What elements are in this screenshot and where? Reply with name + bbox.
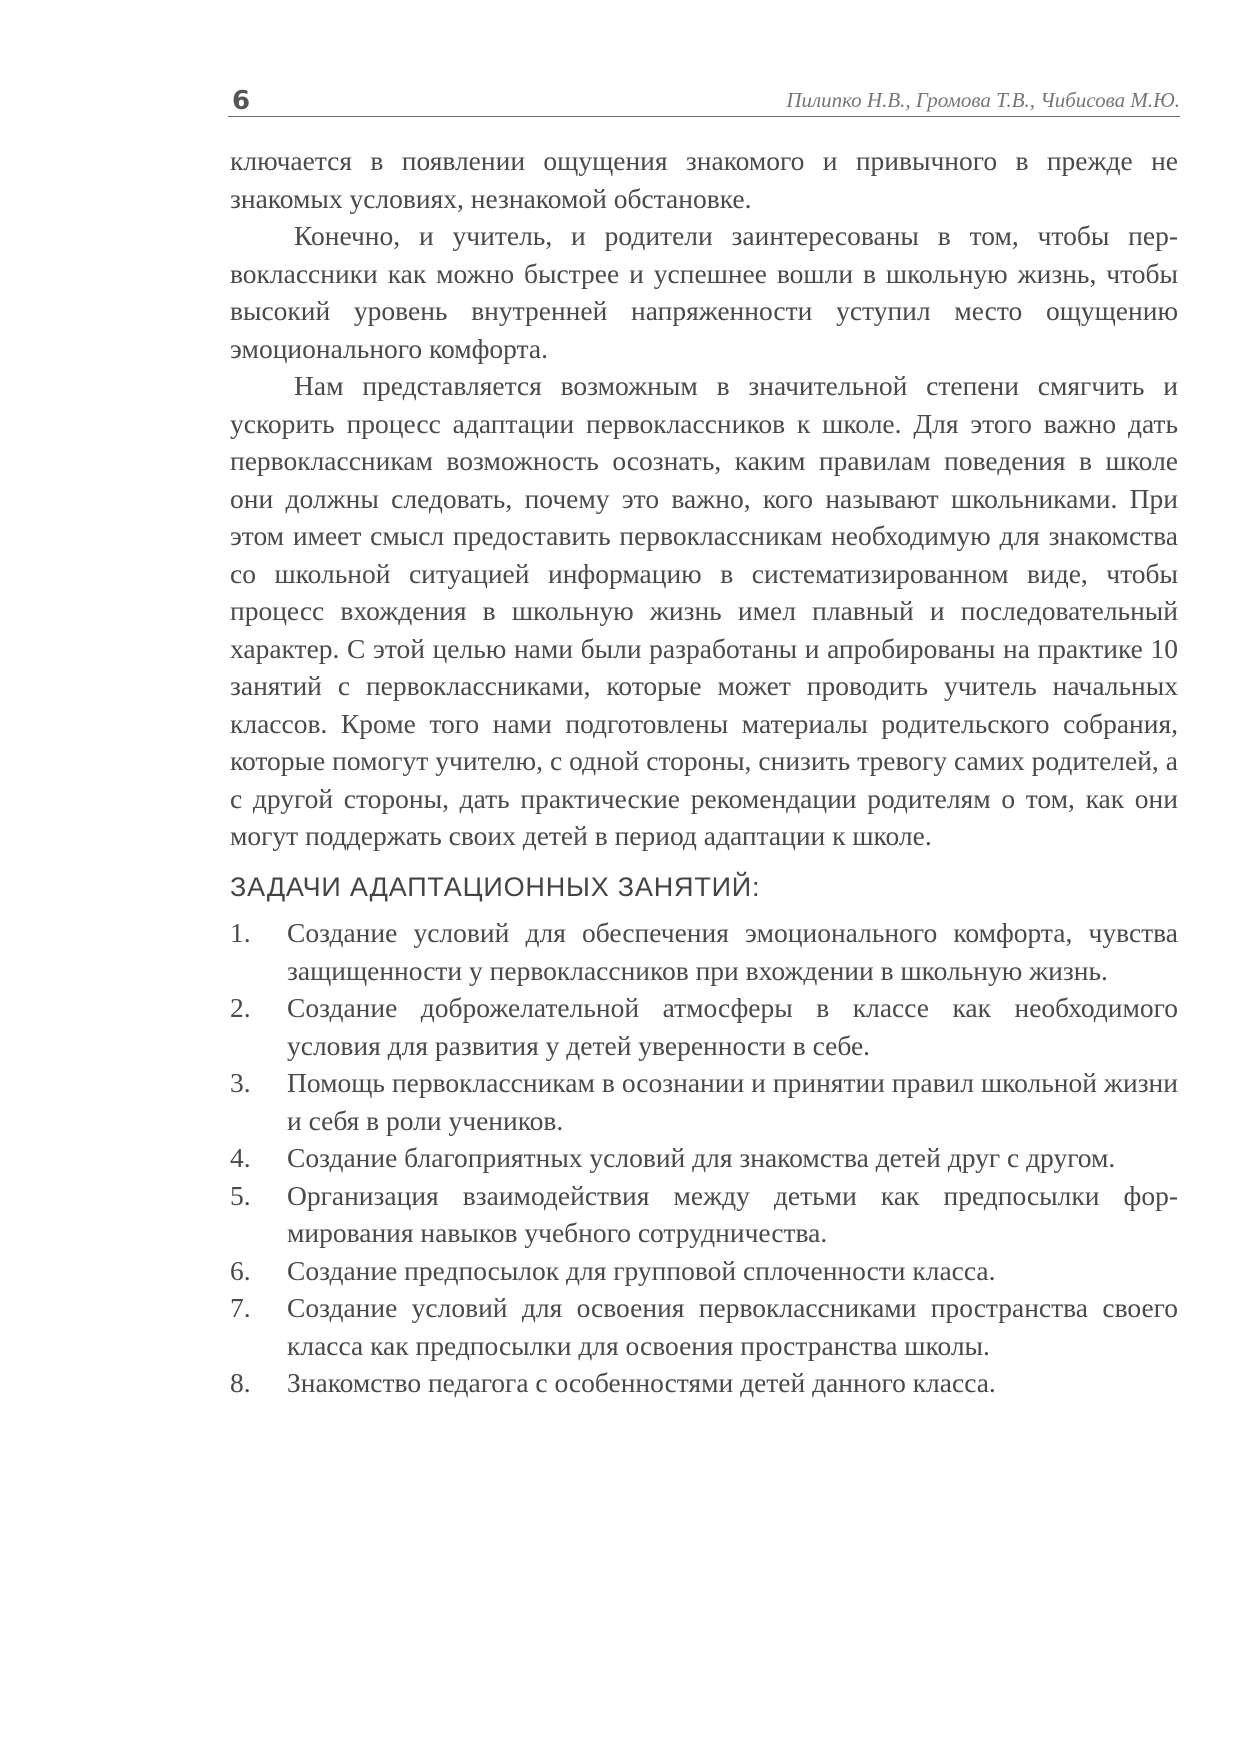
running-head-authors: Пилипко Н.В., Громова Т.В., Чибисова М.Ю. — [786, 88, 1180, 112]
list-item — [230, 1289, 1178, 1364]
list-item-text: Создание благоприятных условий для знакомства детей друг с другом. — [287, 1142, 1116, 1173]
list-item — [230, 1364, 1178, 1402]
list-item-text: Знакомство педагога с особенностями детей данного класса. — [287, 1367, 996, 1398]
list-item-text: Создание условий для освоения первоклассниками пространства своего класса как предпосылки для освоения пространства школы. — [287, 1292, 1178, 1361]
section-heading: ЗАДАЧИ АДАПТАЦИОННЫХ ЗАНЯТИЙ: — [230, 871, 761, 902]
list-item-number: 2. — [230, 992, 251, 1023]
list-item-text: Создание предпосылок для групповой сплоченности класса. — [287, 1254, 996, 1286]
page-number: 6 — [232, 86, 251, 116]
list-item — [230, 989, 1178, 1064]
list-item-number: 7. — [230, 1292, 251, 1323]
list-item — [230, 1064, 1178, 1139]
paragraph: Нам представляется возможным в значительной степени смягчить и ускорить процесс адаптации первоклассников к школе. Для этого важно дать первоклассникам возможность осознать, каким правилам поведения в школе они должны следовать, почему это важно, кого называют школьниками. При этом имеет смысл предоставить первоклассникам необходимую для знакомства со школьной ситуацией информацию в систематизированном виде, чтобы процесс вхождения в школьную жизнь имел плавный и последовательный характер. С этой целью нами были разработаны и апробированы на практике 10 занятий с первоклассниками, которые может проводить учитель начальных классов. Кроме того нами подготовлены материалы родительского собрания, которые помогут учителю, с одной стороны, снизить тревогу самих родителей, а с другой стороны, дать практические рекомендации родителям о том, как они могут поддержать своих детей в период адаптации к школе. — [230, 370, 1178, 851]
list-item-number: 4. — [230, 1142, 251, 1173]
list-item-number: 6. — [230, 1254, 251, 1286]
list-item-text: Помощь первоклассникам в осознании и принятии правил школьной жизни и себя в роли учеников. — [287, 1067, 1178, 1136]
list-item — [230, 1139, 1178, 1177]
list-item-number: 1. — [230, 917, 251, 948]
page-header — [228, 82, 1180, 117]
paragraph: Конечно, и учитель, и родители заинтересованы в том, чтобы первоклассники как можно быстрее и успешнее вошли в школьную жизнь, чтобы высокий уровень внутренней напряженности уступил место ощущению эмоционального комфорта. — [230, 220, 1178, 364]
list-item — [230, 1177, 1178, 1252]
paragraph: ключается в появлении ощущения знакомого и привычного в прежде не знакомых условиях, незнакомой обстановке. — [230, 145, 1178, 214]
list-item-number: 8. — [230, 1367, 251, 1398]
list-item — [230, 1252, 1178, 1290]
list-item-number: 5. — [230, 1179, 251, 1211]
list-item-text: Создание доброжелательной атмосферы в классе как необходимого условия для развития у детей уверенности в себе. — [287, 992, 1178, 1061]
tasks-list — [230, 914, 1178, 1402]
list-item-text: Организация взаимодействия между детьми как предпосылки формирования навыков учебного сотрудничества. — [287, 1179, 1178, 1248]
main-text — [230, 142, 1178, 1402]
list-item-number: 3. — [230, 1067, 251, 1098]
list-item-text: Создание условий для обеспечения эмоционального комфорта, чувства защищенности у первоклассников при вхождении в школьную жизнь. — [287, 917, 1178, 986]
list-item — [230, 914, 1178, 989]
